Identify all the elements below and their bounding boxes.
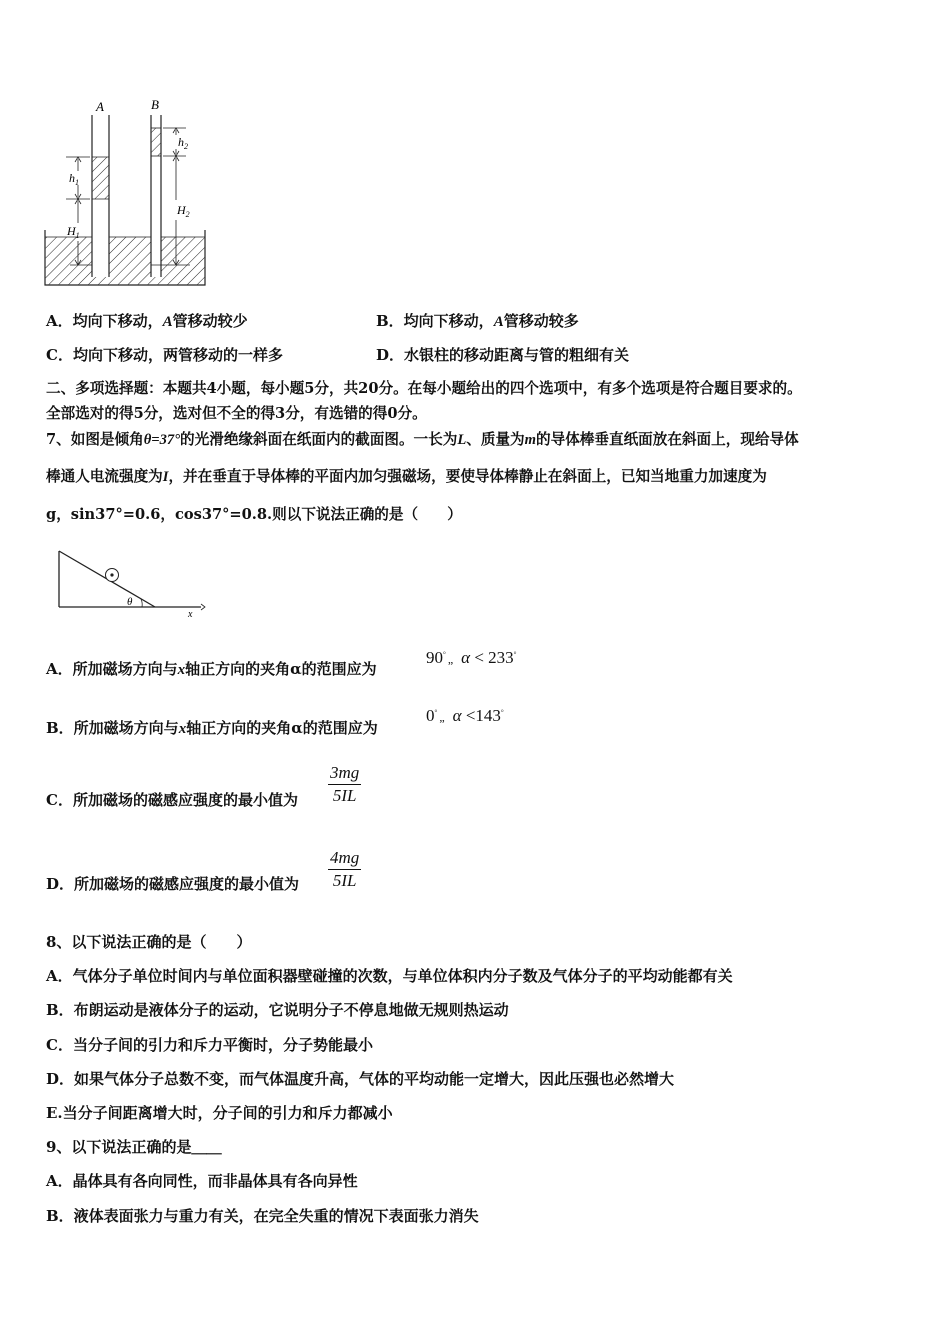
q7-l2-a: 棒通人电流强度为 xyxy=(46,468,163,485)
q7-a-alpha: α xyxy=(461,648,471,667)
q9-stem xyxy=(46,1137,221,1157)
q7-option-a[interactable] xyxy=(46,659,377,680)
q7-I: I xyxy=(162,469,169,485)
q7-b-deg2: ° xyxy=(500,708,504,717)
q6-option-b-suffix: 管移动较多 xyxy=(503,312,579,330)
q7-d-denominator: 5IL xyxy=(332,871,357,890)
q7-m: m xyxy=(524,432,537,448)
q7-l1-a: 7、如图是倾角 xyxy=(46,431,144,448)
q7-l1-d: 的导体棒垂直纸面放在斜面上，现给导体 xyxy=(536,431,799,448)
q6-option-b[interactable] xyxy=(376,311,579,332)
q7-option-b-range xyxy=(426,706,504,726)
q8-stem: 8、以下说法正确的是（ ） xyxy=(46,933,252,951)
q7-option-b-text1: B．所加磁场方向与 xyxy=(46,719,179,737)
q6-option-a-prefix: A．均向下移动， xyxy=(46,312,163,330)
H1-subscript: 1 xyxy=(75,231,80,240)
q6-option-d[interactable]: D．水银柱的移动距离与管的粗细有关 xyxy=(376,346,630,364)
q6-option-a[interactable] xyxy=(46,311,248,332)
q7-b-hi: 143 xyxy=(475,706,501,725)
svg-text:H1 xyxy=(66,224,80,240)
q7-l2-b: ，并在垂直于导体棒的平面内加匀强磁场，要使导体棒静止在斜面上，已知当地重力加速度为 xyxy=(168,468,767,485)
q8-option-b[interactable]: B．布朗运动是液体分子的运动，它说明分子不停息地做无规则热运动 xyxy=(46,1001,509,1019)
q7-option-a-x: x xyxy=(177,662,186,678)
tube-a-label: A xyxy=(96,99,104,114)
q7-option-a-text2: 轴正方向的夹角α的范围应为 xyxy=(185,660,377,678)
H2-subscript: 2 xyxy=(185,210,190,219)
incline-figure xyxy=(55,545,215,620)
h1-subscript: 1 xyxy=(75,178,79,187)
q7-b-lt: < xyxy=(465,706,476,725)
q8-option-e[interactable]: E.当分子间距离增大时，分子间的引力和斥力都减小 xyxy=(46,1104,393,1122)
q6-option-a-var: A xyxy=(162,314,173,330)
q7-a-leq: „ xyxy=(447,652,454,666)
q7-b-deg1: ° xyxy=(434,708,438,717)
q7-option-d-fraction xyxy=(328,848,361,891)
q6-option-b-prefix: B．均向下移动， xyxy=(376,312,494,330)
q8-option-c[interactable]: C．当分子间的引力和斥力平衡时，分子势能最小 xyxy=(46,1036,373,1054)
svg-text:H2 xyxy=(176,203,190,219)
q7-L: L xyxy=(457,432,467,448)
q9-stem-text: 9、以下说法正确的是 xyxy=(46,1138,192,1156)
q7-option-c-fraction xyxy=(328,763,361,806)
q7-option-b-x: x xyxy=(178,721,187,737)
q7-b-alpha: α xyxy=(452,706,462,725)
q9-blank: ＿＿ xyxy=(191,1138,222,1156)
q7-a-deg1: ° xyxy=(443,650,446,659)
q6-option-c[interactable]: C．均向下移动，两管移动的一样多 xyxy=(46,346,283,364)
q7-theta: θ=37° xyxy=(143,432,181,448)
H2-label: H xyxy=(177,203,186,217)
q7-a-hi: 233 xyxy=(488,648,514,667)
incline-x-label: x xyxy=(188,609,193,620)
q7-a-deg2: ° xyxy=(513,650,517,659)
q7-option-d[interactable]: D．所加磁场的磁感应强度的最小值为 xyxy=(46,875,300,893)
q7-a-lt: < xyxy=(474,648,484,667)
tube-diagram-figure xyxy=(40,95,210,290)
section2-line2: 全部选对的得5分，选对但不全的得3分，有选错的得0分。 xyxy=(46,405,427,422)
q7-c-denominator: 5IL xyxy=(332,786,357,805)
h2-subscript: 2 xyxy=(184,142,188,151)
q7-option-a-range xyxy=(426,648,516,668)
q9-option-a[interactable]: A．晶体具有各向同性，而非晶体具有各向异性 xyxy=(46,1172,358,1190)
q7-d-numerator: 4mg xyxy=(330,848,360,867)
q8-option-a[interactable]: A．气体分子单位时间内与单位面积器壁碰撞的次数，与单位体积内分子数及气体分子的平均动能都有关 xyxy=(46,967,733,985)
q7-a-lo: 90 xyxy=(426,648,443,667)
h1-label: h xyxy=(69,171,75,185)
q7-option-a-text1: A．所加磁场方向与 xyxy=(46,660,178,678)
q7-stem-line2 xyxy=(46,467,767,487)
q7-option-c[interactable]: C．所加磁场的磁感应强度的最小值为 xyxy=(46,791,298,809)
q7-stem-line1 xyxy=(46,430,799,450)
section2-line1: 二、多项选择题：本题共4小题，每小题5分，共20分。在每小题给出的四个选项中，有多个选项是符合题目要求的。 xyxy=(46,380,802,397)
q7-option-b[interactable] xyxy=(46,718,378,739)
q6-option-b-var: A xyxy=(493,314,504,330)
q7-c-numerator: 3mg xyxy=(330,763,360,782)
H1-label: H xyxy=(67,224,76,238)
svg-text:h1 xyxy=(69,171,79,187)
q7-stem-line3: g，sin37°=0.6，cos37°=0.8.则以下说法正确的是（ ） xyxy=(46,506,462,523)
q8-option-d[interactable]: D．如果气体分子总数不变，而气体温度升高，气体的平均动能一定增大，因此压强也必然增大 xyxy=(46,1070,675,1088)
q7-l1-b: 的光滑绝缘斜面在纸面内的截面图。一长为 xyxy=(180,431,458,448)
q7-b-lo: 0 xyxy=(426,706,435,725)
q9-option-b[interactable]: B．液体表面张力与重力有关，在完全失重的情况下表面张力消失 xyxy=(46,1207,479,1225)
incline-theta-label: θ xyxy=(127,596,133,608)
h2-label: h xyxy=(178,135,184,149)
q7-b-leq: „ xyxy=(439,710,445,724)
svg-text:h2 xyxy=(178,135,188,151)
q7-option-b-text2: 轴正方向的夹角α的范围应为 xyxy=(186,719,378,737)
q7-l1-c: 、质量为 xyxy=(466,431,525,448)
tube-b-label: B xyxy=(151,97,159,112)
q6-option-a-suffix: 管移动较少 xyxy=(172,312,248,330)
